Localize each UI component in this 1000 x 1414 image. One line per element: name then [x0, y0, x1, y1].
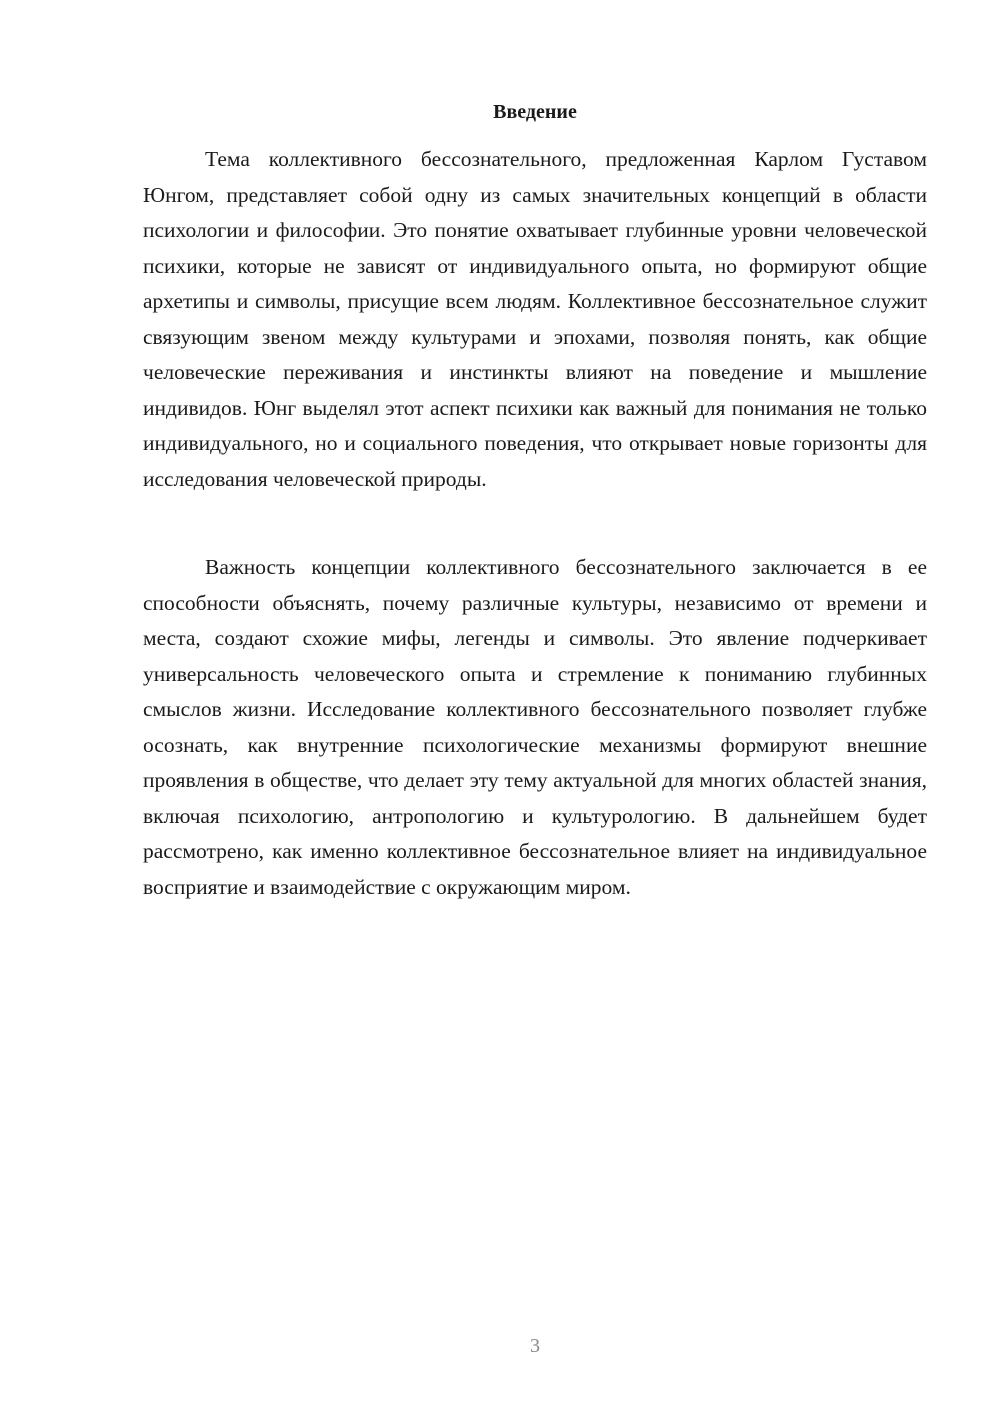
- paragraph-2: Важность концепции коллективного бессознательного заключается в ее способности объяснять, почему различные культуры, независимо от времени и места, создают схожие мифы, легенды и символы. Это явление подчеркивает универсальность человеческого опыта и стремление к пониманию глубинных смыслов жизни. Исследование коллективного бессознательного позволяет глубже осознать, как внутренние психологические механизмы формируют внешние проявления в обществе, что делает эту тему актуальной для многих областей знания, включая психологию, антропологию и культурологию. В дальнейшем будет рассмотрено, как именно коллективное бессознательное влияет на индивидуальное восприятие и взаимодействие с окружающим миром.: [143, 555, 927, 899]
- section-title: Введение: [493, 101, 577, 123]
- page-number: 3: [530, 1335, 540, 1357]
- paragraph-1: Тема коллективного бессознательного, предложенная Карлом Густавом Юнгом, представляет собой одну из самых значительных концепций в области психологии и философии. Это понятие охватывает глубинные уровни человеческой психики, которые не зависят от индивидуального опыта, но формируют общие архетипы и символы, присущие всем людям. Коллективное бессознательное служит связующим звеном между культурами и эпохами, позволяя понять, как общие человеческие переживания и инстинкты влияют на поведение и мышление индивидов. Юнг выделял этот аспект психики как важный для понимания не только индивидуального, но и социального поведения, что открывает новые горизонты для исследования человеческой природы.: [143, 147, 927, 491]
